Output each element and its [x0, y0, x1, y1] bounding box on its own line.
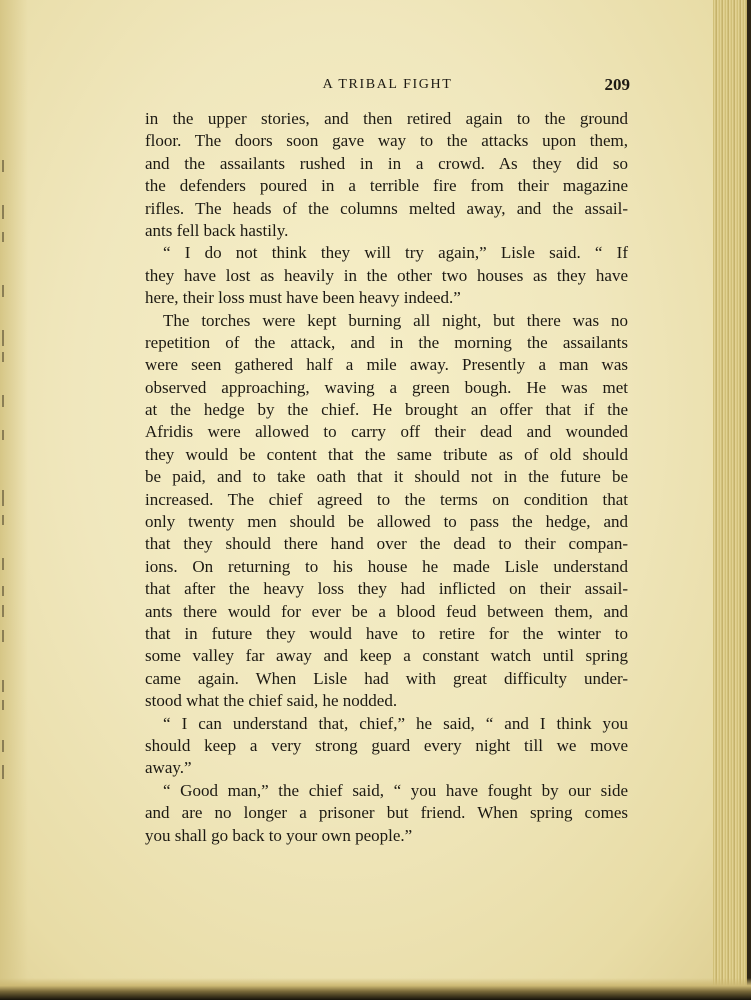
text-line: repetition of the attack, and in the morning the assailants: [145, 332, 628, 352]
text-line: rifles. The heads of the columns melted away, and the assail-: [145, 198, 628, 218]
text-line: ants there would for ever be a blood feud between them, and: [145, 601, 628, 621]
running-header: [145, 76, 630, 96]
text-line: ants fell back hastily.: [145, 220, 289, 240]
text-line: they have lost as heavily in the other two houses as they have: [145, 265, 628, 285]
text-line: they would be content that the same tribute as of old should: [145, 444, 628, 464]
text-line: some valley far away and keep a constant watch until spring: [145, 646, 628, 666]
running-title: A TRIBAL FIGHT: [322, 77, 453, 92]
page-number: 209: [604, 75, 630, 94]
left-margin-bleed-marks: [2, 140, 12, 790]
text-line: that they should there hand over the dead to their compan-: [145, 534, 628, 554]
text-line: in the upper stories, and then retired again to the ground: [145, 109, 628, 128]
text-line: “ Good man,” the chief said, “ you have fought by our side: [163, 780, 628, 800]
text-line: observed approaching, waving a green bough. He was met: [145, 377, 628, 397]
text-line: that after the heavy loss they had inflicted on their assail-: [145, 579, 628, 599]
text-line: you shall go back to your own people.”: [145, 825, 413, 845]
text-line: the defenders poured in a terrible fire from their magazine: [145, 176, 628, 196]
text-line: were seen gathered half a mile away. Presently a man was: [145, 355, 628, 375]
text-line: here, their loss must have been heavy indeed.”: [145, 288, 461, 308]
text-line: “ I do not think they will try again,” Lisle said. “ If: [163, 243, 628, 263]
book-binding-edge: [747, 0, 751, 1000]
text-line: stood what the chief said, he nodded.: [145, 691, 398, 711]
text-line: increased. The chief agreed to the terms on condition that: [145, 489, 628, 509]
text-line: only twenty men should be allowed to pass the hedge, and: [145, 512, 628, 532]
text-line: “ I can understand that, chief,” he said, “ and I think you: [163, 713, 628, 733]
text-line: came again. When Lisle had with great difficulty under-: [145, 668, 628, 688]
text-line: ions. On returning to his house he made Lisle understand: [145, 556, 628, 576]
book-gutter-page-edges: [713, 0, 751, 1000]
text-line: be paid, and to take oath that it should not in the future be: [145, 467, 628, 487]
body-text: [145, 108, 628, 847]
text-line: floor. The doors soon gave way to the attacks upon them,: [145, 131, 628, 151]
text-line: The torches were kept burning all night, but there was no: [163, 310, 628, 330]
text-line: and are no longer a prisoner but friend. When spring comes: [145, 803, 628, 823]
text-line: should keep a very strong guard every night till we move: [145, 735, 628, 755]
page-bottom-edge: [0, 978, 751, 1000]
text-line: at the hedge by the chief. He brought an offer that if the: [145, 400, 628, 420]
text-line: and the assailants rushed in in a crowd. As they did so: [145, 153, 628, 173]
text-line: Afridis were allowed to carry off their dead and wounded: [145, 422, 628, 442]
text-line: away.”: [145, 758, 192, 778]
text-line: that in future they would have to retire for the winter to: [145, 623, 628, 643]
